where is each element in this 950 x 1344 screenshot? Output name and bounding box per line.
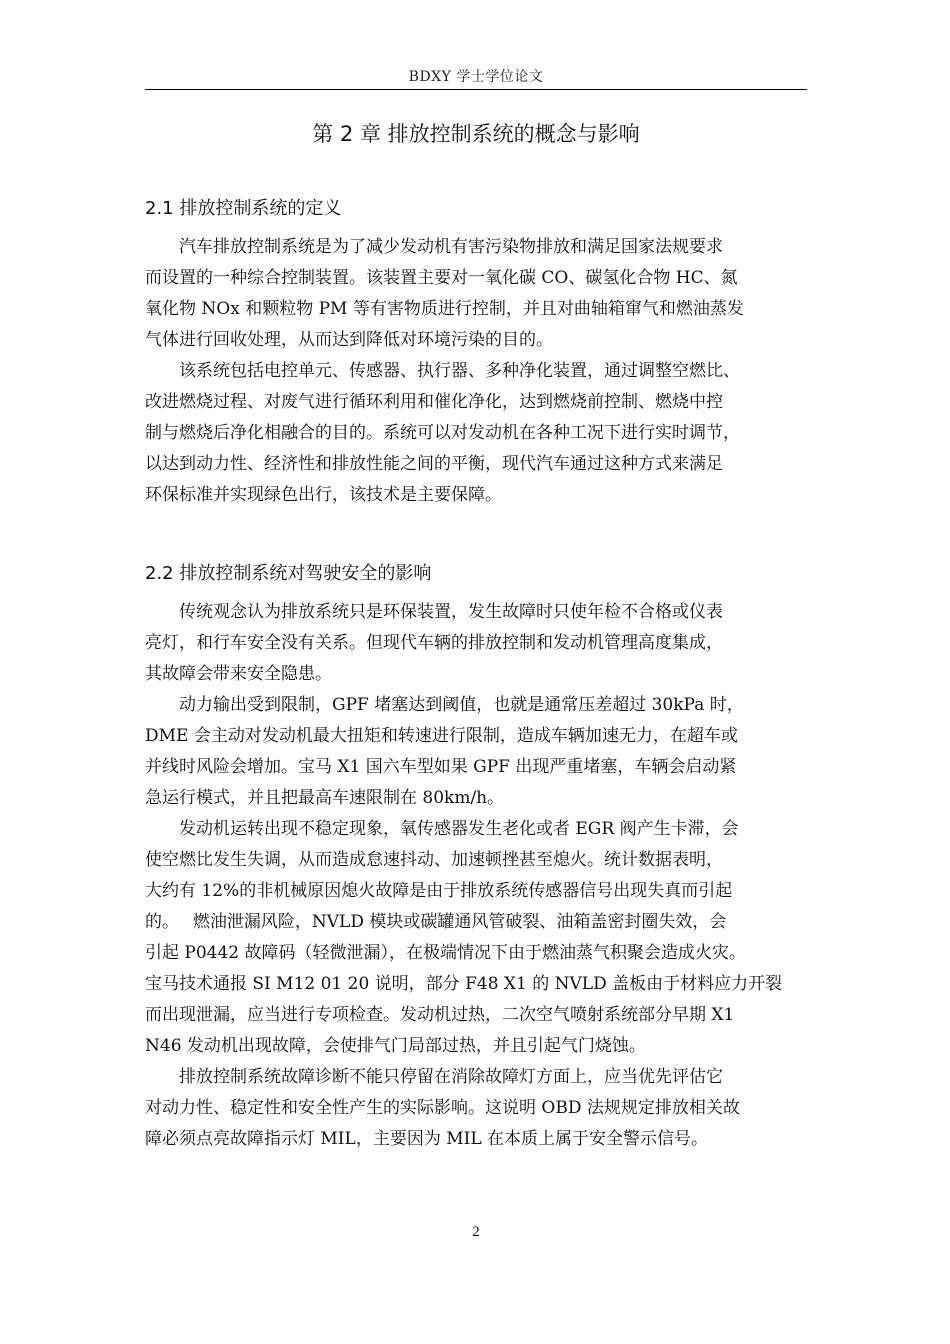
text-line: 引起 P0442 故障码（轻微泄漏），在极端情况下由于燃油蒸气积聚会造成火灾。 <box>145 943 747 963</box>
paragraph-2-1-b <box>145 356 809 511</box>
text-line: 使空燃比发生失调，从而造成怠速抖动、加速顿挫甚至熄火。统计数据表明， <box>145 850 723 870</box>
paragraph-2-1-a <box>145 232 809 356</box>
text-line: 氧化物 NOx 和颗粒物 PM 等有害物质进行控制，并且对曲轴箱窜气和燃油蒸发 <box>145 299 744 319</box>
text-line: 改进燃烧过程、对废气进行循环利用和催化净化，达到燃烧前控制、燃烧中控 <box>145 392 723 412</box>
text-line: 并线时风险会增加。宝马 X1 国六车型如果 GPF 出现严重堵塞，车辆会启动紧 <box>145 757 737 777</box>
paragraph-2-2-b <box>145 690 809 814</box>
running-header: BDXY 学士学位论文 <box>408 69 544 85</box>
section-title-2-1: 2.1 排放控制系统的定义 <box>145 198 342 219</box>
text-line: 发动机运转出现不稳定现象，氧传感器发生老化或者 EGR 阀产生卡滞，会 <box>179 819 739 839</box>
text-line: 而出现泄漏，应当进行专项检查。发动机过热，二次空气喷射系统部分早期 X1 <box>145 1005 735 1025</box>
paragraph-2-2-d <box>145 1062 809 1155</box>
text-line: 汽车排放控制系统是为了减少发动机有害污染物排放和满足国家法规要求 <box>179 237 723 257</box>
text-line: DME 会主动对发动机最大扭矩和转速进行限制，造成车辆加速无力，在超车或 <box>145 726 738 746</box>
text-line: 障必须点亮故障指示灯 MIL，主要因为 MIL 在本质上属于安全警示信号。 <box>145 1129 709 1149</box>
section-title-2-2: 2.2 排放控制系统对驾驶安全的影响 <box>145 563 432 584</box>
text-line: 该系统包括电控单元、传感器、执行器、多种净化装置，通过调整空燃比、 <box>179 361 740 381</box>
text-line: 大约有 12%的非机械原因熄火故障是由于排放系统传感器信号出现失真而引起 <box>145 881 733 901</box>
header-rule <box>145 89 807 90</box>
text-line: 的。 燃油泄漏风险，NVLD 模块或碳罐通风管破裂、油箱盖密封圈失效，会 <box>145 912 727 932</box>
chapter-title: 第 2 章 排放控制系统的概念与影响 <box>312 122 640 146</box>
page-number: 2 <box>472 1224 480 1240</box>
text-line: 对动力性、稳定性和安全性产生的实际影响。这说明 OBD 法规规定排放相关故 <box>145 1098 740 1118</box>
text-line: 环保标准并实现绿色出行，该技术是主要保障。 <box>145 485 502 505</box>
text-line: N46 发动机出现故障，会使排气门局部过热，并且引起气门烧蚀。 <box>145 1036 646 1056</box>
text-line: 急运行模式，并且把最高车速限制在 80km/h。 <box>145 788 505 808</box>
paragraph-2-2-a <box>145 597 809 690</box>
text-line: 以达到动力性、经济性和排放性能之间的平衡，现代汽车通过这种方式来满足 <box>145 454 723 474</box>
text-line: 宝马技术通报 SI M12 01 20 说明，部分 F48 X1 的 NVLD 盖板由于材料应力开裂 <box>145 974 783 994</box>
text-line: 排放控制系统故障诊断不能只停留在消除故障灯方面上，应当优先评估它 <box>179 1067 723 1087</box>
text-line: 气体进行回收处理，从而达到降低对环境污染的目的。 <box>145 330 553 350</box>
paragraph-2-2-c <box>145 814 809 1062</box>
text-line: 制与燃烧后净化相融合的目的。系统可以对发动机在各种工况下进行实时调节， <box>145 423 740 443</box>
text-line: 动力输出受到限制，GPF 堵塞达到阈值，也就是通常压差超过 30kPa 时， <box>179 695 744 715</box>
text-line: 亮灯，和行车安全没有关系。但现代车辆的排放控制和发动机管理高度集成， <box>145 633 723 653</box>
text-line: 而设置的一种综合控制装置。该装置主要对一氧化碳 CO、碳氢化合物 HC、氮 <box>145 268 738 288</box>
text-line: 其故障会带来安全隐患。 <box>145 664 332 684</box>
text-line: 传统观念认为排放系统只是环保装置，发生故障时只使年检不合格或仪表 <box>179 602 723 622</box>
